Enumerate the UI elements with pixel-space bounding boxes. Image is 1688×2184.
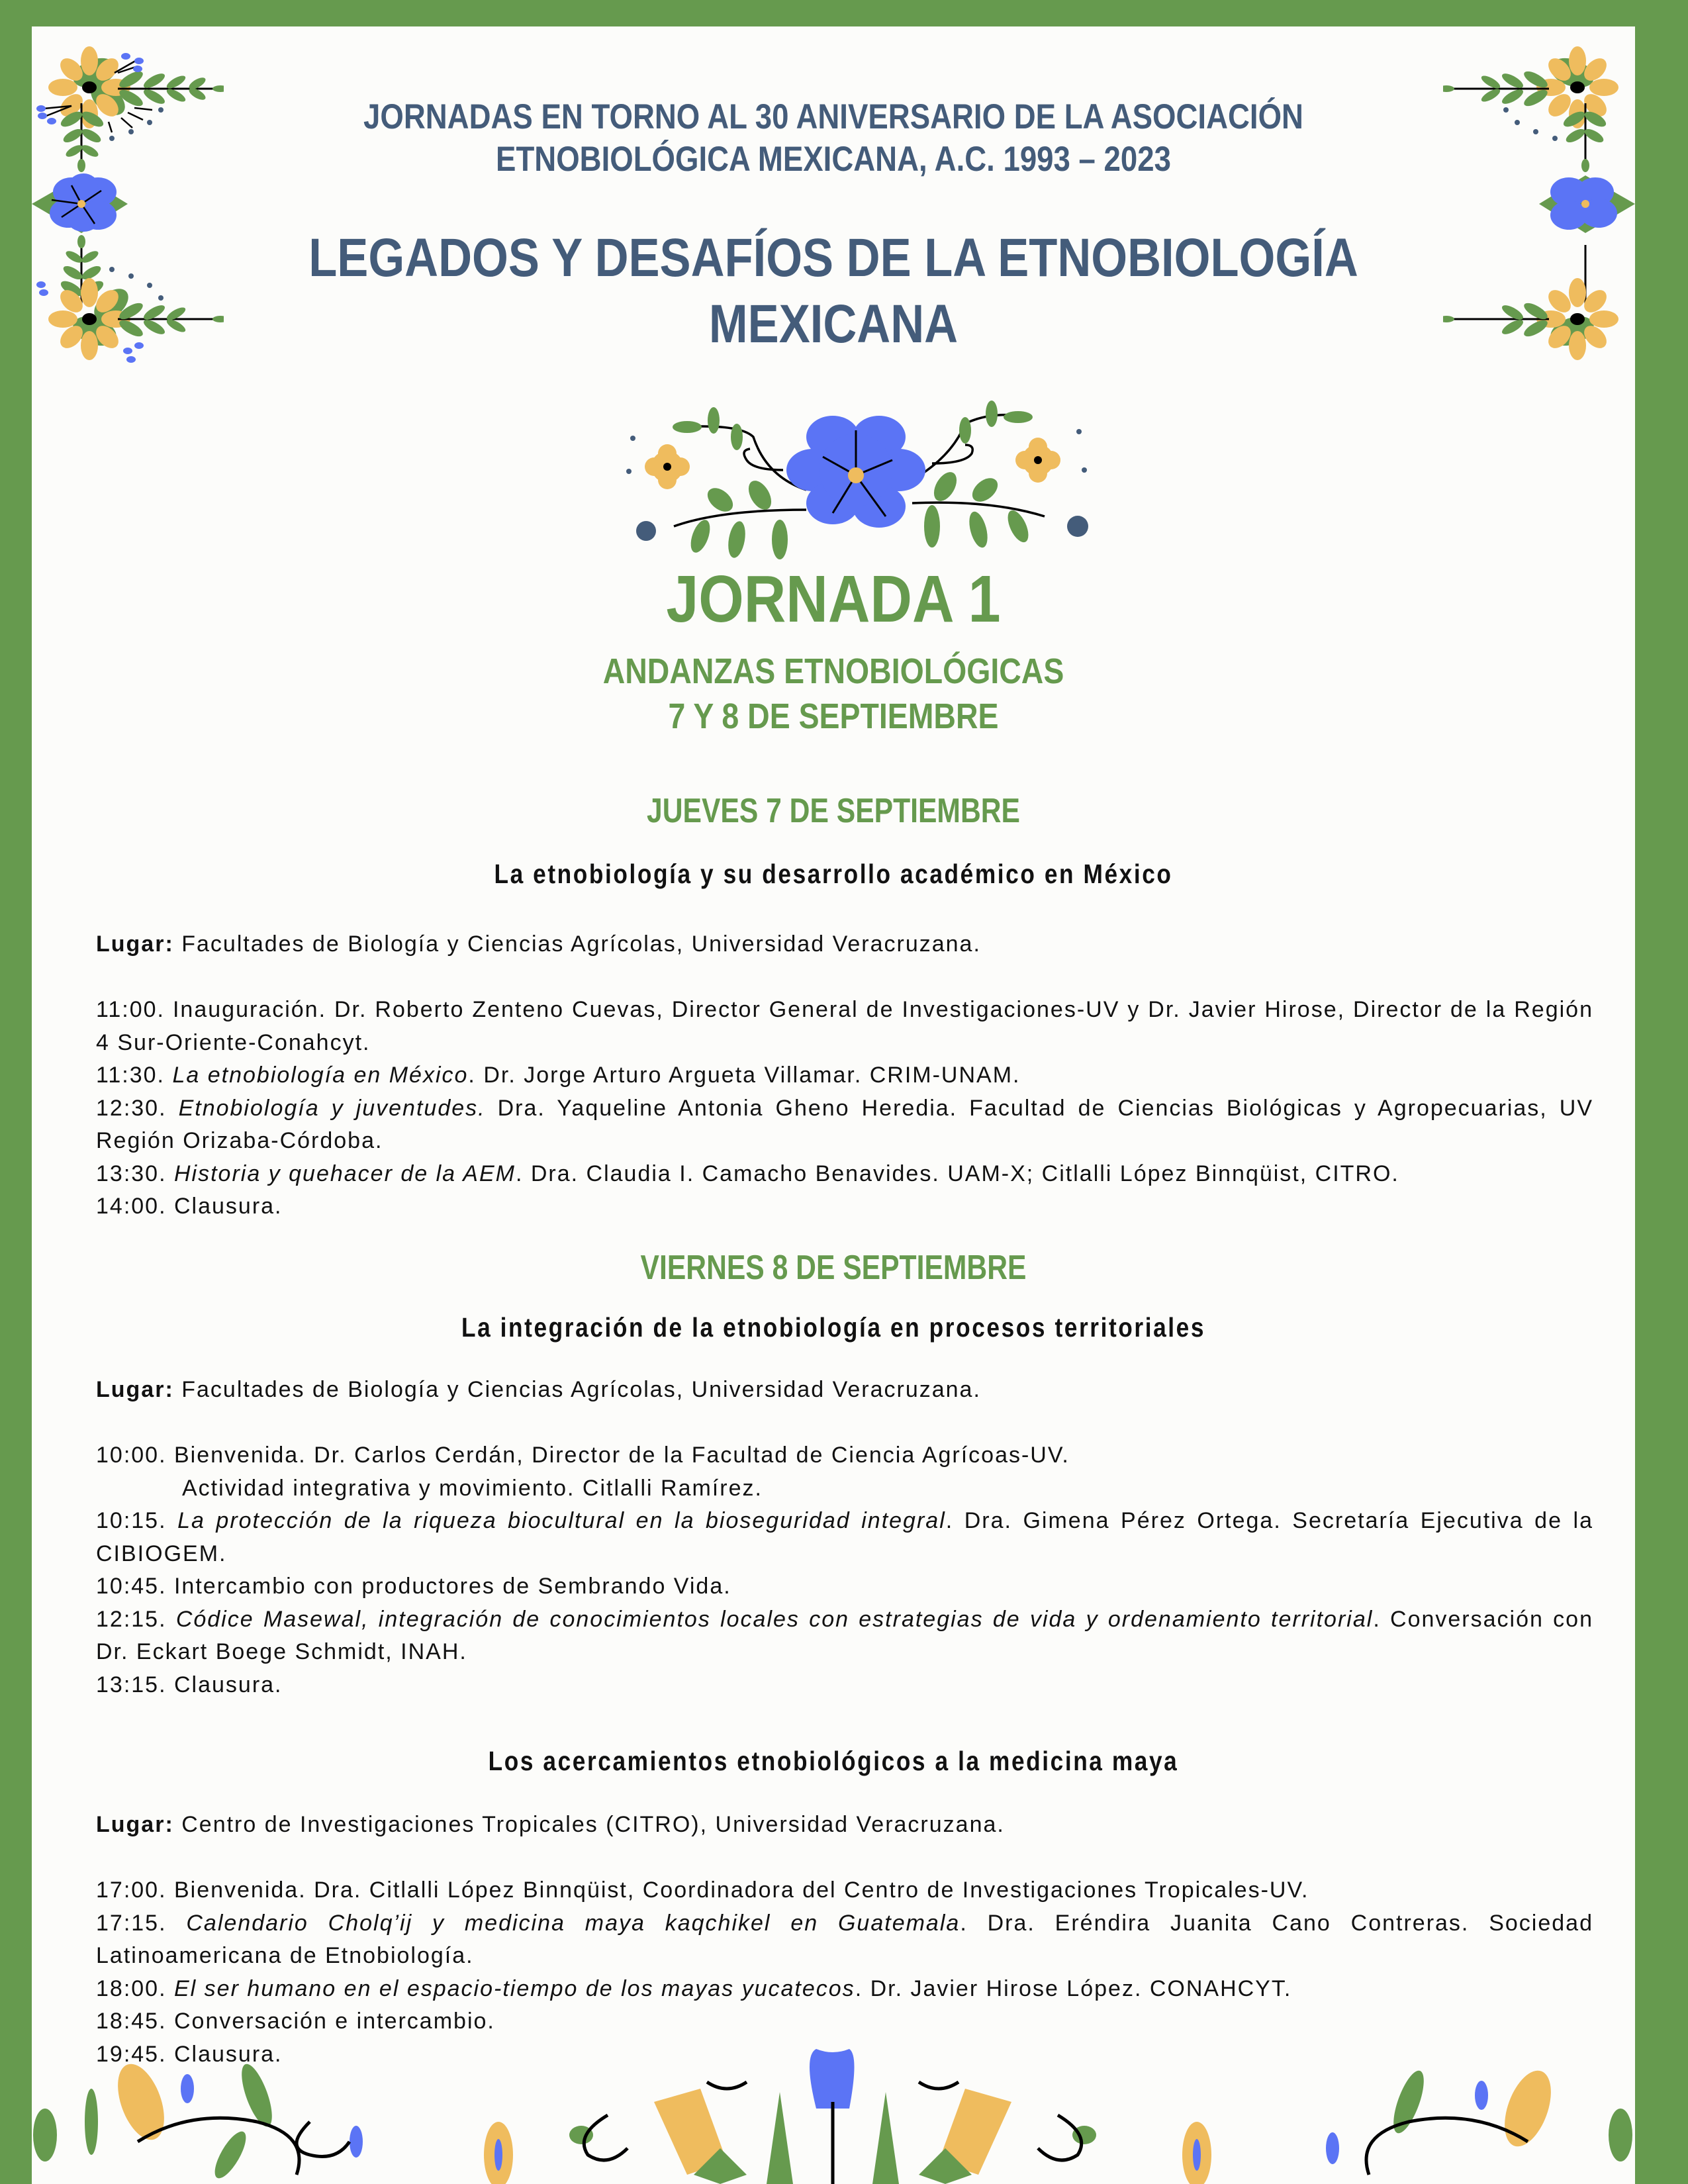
schedule-time: 11:30.: [96, 1063, 165, 1088]
page-title-line-1: LEGADOS Y DESAFÍOS DE LA ETNOBIOLOGÍA: [308, 228, 1358, 288]
schedule-time: 17:15.: [96, 1910, 167, 1936]
schedule-text: Actividad integrativa y movimiento. Citlalli Ramírez.: [182, 1475, 763, 1501]
schedule-text: Dra. Yaqueline Antonia Gheno Heredia. Facultad de Ciencias Biológicas y Agropecuarias, UV Región Orizaba-Córdoba.: [96, 1095, 1593, 1153]
page-title-line-2: MEXICANA: [708, 294, 959, 354]
schedule-time: 11:00.: [96, 997, 165, 1022]
lugar-line: [96, 1374, 1593, 1407]
schedule-item: [96, 2005, 1593, 2038]
schedule-item: [96, 1570, 1593, 1603]
day-heading-jueves: JUEVES 7 DE SEPTIEMBRE: [647, 792, 1020, 830]
schedule-time: 18:00.: [96, 1975, 167, 2001]
schedule-item: [96, 1603, 1593, 1669]
talk-title: Etnobiología y juventudes.: [178, 1095, 486, 1121]
schedule-time: 10:15.: [96, 1508, 167, 1533]
schedule-time: 12:15.: [96, 1606, 167, 1632]
lugar-line: [96, 1809, 1593, 1842]
schedule-time: 19:45.: [96, 2041, 167, 2067]
schedule-item: [96, 1472, 1593, 1505]
schedule-item: [96, 1907, 1593, 1973]
schedule-item: [96, 1439, 1593, 1472]
schedule-time: 17:00.: [96, 1877, 167, 1903]
schedule-text: . Dra. Claudia I. Camacho Benavides. UAM-X; Citlalli López Binnqüist, CITRO.: [515, 1161, 1399, 1186]
central-floral-ornament-icon: [621, 397, 1098, 569]
schedule-time: 13:15.: [96, 1672, 167, 1697]
lugar-value: Facultades de Biología y Ciencias Agrícolas, Universidad Veracruzana.: [173, 931, 981, 957]
talk-title: Códice Masewal, integración de conocimientos locales con estrategias de vida y ordenamiento territorial: [175, 1606, 1374, 1632]
schedule-text: Clausura.: [166, 1194, 283, 1219]
schedule-time: 13:30.: [96, 1161, 167, 1186]
talk-title: La protección de la riqueza biocultural en la bioseguridad integral: [177, 1508, 946, 1533]
schedule-text: . Dr. Jorge Arturo Argueta Villamar. CRIM-UNAM.: [468, 1063, 1021, 1088]
session-title: Los acercamientos etnobiológicos a la medicina maya: [488, 1746, 1179, 1776]
schedule-item: [96, 1669, 1593, 1702]
schedule-item: [96, 1092, 1593, 1158]
schedule-text: . Dra. Eréndira Juanita Cano Contreras. Sociedad Latinoamericana de Etnobiología.: [96, 1910, 1593, 1968]
session-title: La etnobiología y su desarrollo académico en México: [494, 859, 1173, 889]
session-title: La integración de la etnobiología en procesos territoriales: [461, 1312, 1206, 1343]
schedule-item: [96, 1505, 1593, 1570]
schedule-text: Conversación e intercambio.: [166, 2009, 495, 2034]
schedule-time: 14:00.: [96, 1194, 167, 1219]
schedule-text: . Conversación con Dr. Eckart Boege Schmidt, INAH.: [96, 1606, 1594, 1664]
event-subtitle: [144, 96, 1523, 181]
page-title: [144, 225, 1523, 357]
lugar-label: Lugar:: [96, 931, 174, 957]
talk-title: La etnobiología en México: [172, 1063, 469, 1088]
schedule-item: [96, 994, 1593, 1059]
session-details: [96, 1809, 1593, 2071]
lugar-line: [96, 928, 1593, 961]
schedule-time: 12:30.: [96, 1095, 167, 1121]
lugar-value: Centro de Investigaciones Tropicales (CITRO), Universidad Veracruzana.: [173, 1812, 1005, 1837]
schedule-item: [96, 1874, 1593, 1907]
jornada-theme: ANDANZAS ETNOBIOLÓGICAS: [602, 651, 1064, 691]
schedule-item: [96, 1190, 1593, 1223]
schedule-text: . Dr. Javier Hirose López. CONAHCYT.: [855, 1975, 1292, 2001]
session-details: [96, 928, 1593, 1223]
session-details: [96, 1374, 1593, 1701]
schedule-text: Bienvenida. Dr. Carlos Cerdán, Director de la Facultad de Ciencia Agrícoas-UV.: [166, 1443, 1070, 1468]
lugar-label: Lugar:: [96, 1377, 174, 1402]
schedule-text: Clausura.: [166, 1672, 283, 1697]
event-subtitle-line-2: ETNOBIOLÓGICA MEXICANA, A.C. 1993 – 2023: [496, 140, 1171, 179]
schedule-item: [96, 1059, 1593, 1092]
schedule-text: . Dra. Gimena Pérez Ortega. Secretaría Ejecutiva de la CIBIOGEM.: [96, 1508, 1593, 1566]
talk-title: Historia y quehacer de la AEM: [173, 1161, 516, 1186]
event-subtitle-line-1: JORNADAS EN TORNO AL 30 ANIVERSARIO DE LA ASOCIACIÓN: [363, 97, 1303, 136]
jornada-dates: 7 Y 8 DE SEPTIEMBRE: [668, 696, 999, 736]
day-heading-viernes: VIERNES 8 DE SEPTIEMBRE: [640, 1249, 1027, 1287]
lugar-label: Lugar:: [96, 1812, 174, 1837]
schedule-item: [96, 1158, 1593, 1191]
talk-title: El ser humano en el espacio-tiempo de los mayas yucatecos: [173, 1975, 855, 2001]
poster-page: [32, 26, 1635, 2184]
schedule-text: Clausura.: [166, 2041, 283, 2067]
schedule-text: Bienvenida. Dra. Citlalli López Binnqüist, Coordinadora del Centro de Investigaciones Tropicales-UV.: [166, 1877, 1309, 1903]
schedule-text: Intercambio con productores de Sembrando Vida.: [166, 1574, 731, 1599]
talk-title: Calendario Cholq’ij y medicina maya kaqchikel en Guatemala: [186, 1910, 961, 1936]
jornada-subtitle: [144, 649, 1523, 739]
schedule-time: 18:45.: [96, 2009, 167, 2034]
schedule-time: 10:45.: [96, 1574, 167, 1599]
floral-bottom-border-icon: [32, 2042, 1635, 2184]
jornada-title: JORNADA 1: [666, 562, 1001, 636]
schedule-text: Inauguración. Dr. Roberto Zenteno Cuevas, Director General de Investigaciones-UV y Dr. Javier Hirose, Director de la Región 4 Sur-Oriente-Conahcyt.: [96, 997, 1593, 1055]
lugar-value: Facultades de Biología y Ciencias Agrícolas, Universidad Veracruzana.: [173, 1377, 981, 1402]
schedule-time: 10:00.: [96, 1443, 167, 1468]
schedule-item: [96, 1973, 1593, 2006]
blue-flower-icon: [32, 173, 128, 233]
